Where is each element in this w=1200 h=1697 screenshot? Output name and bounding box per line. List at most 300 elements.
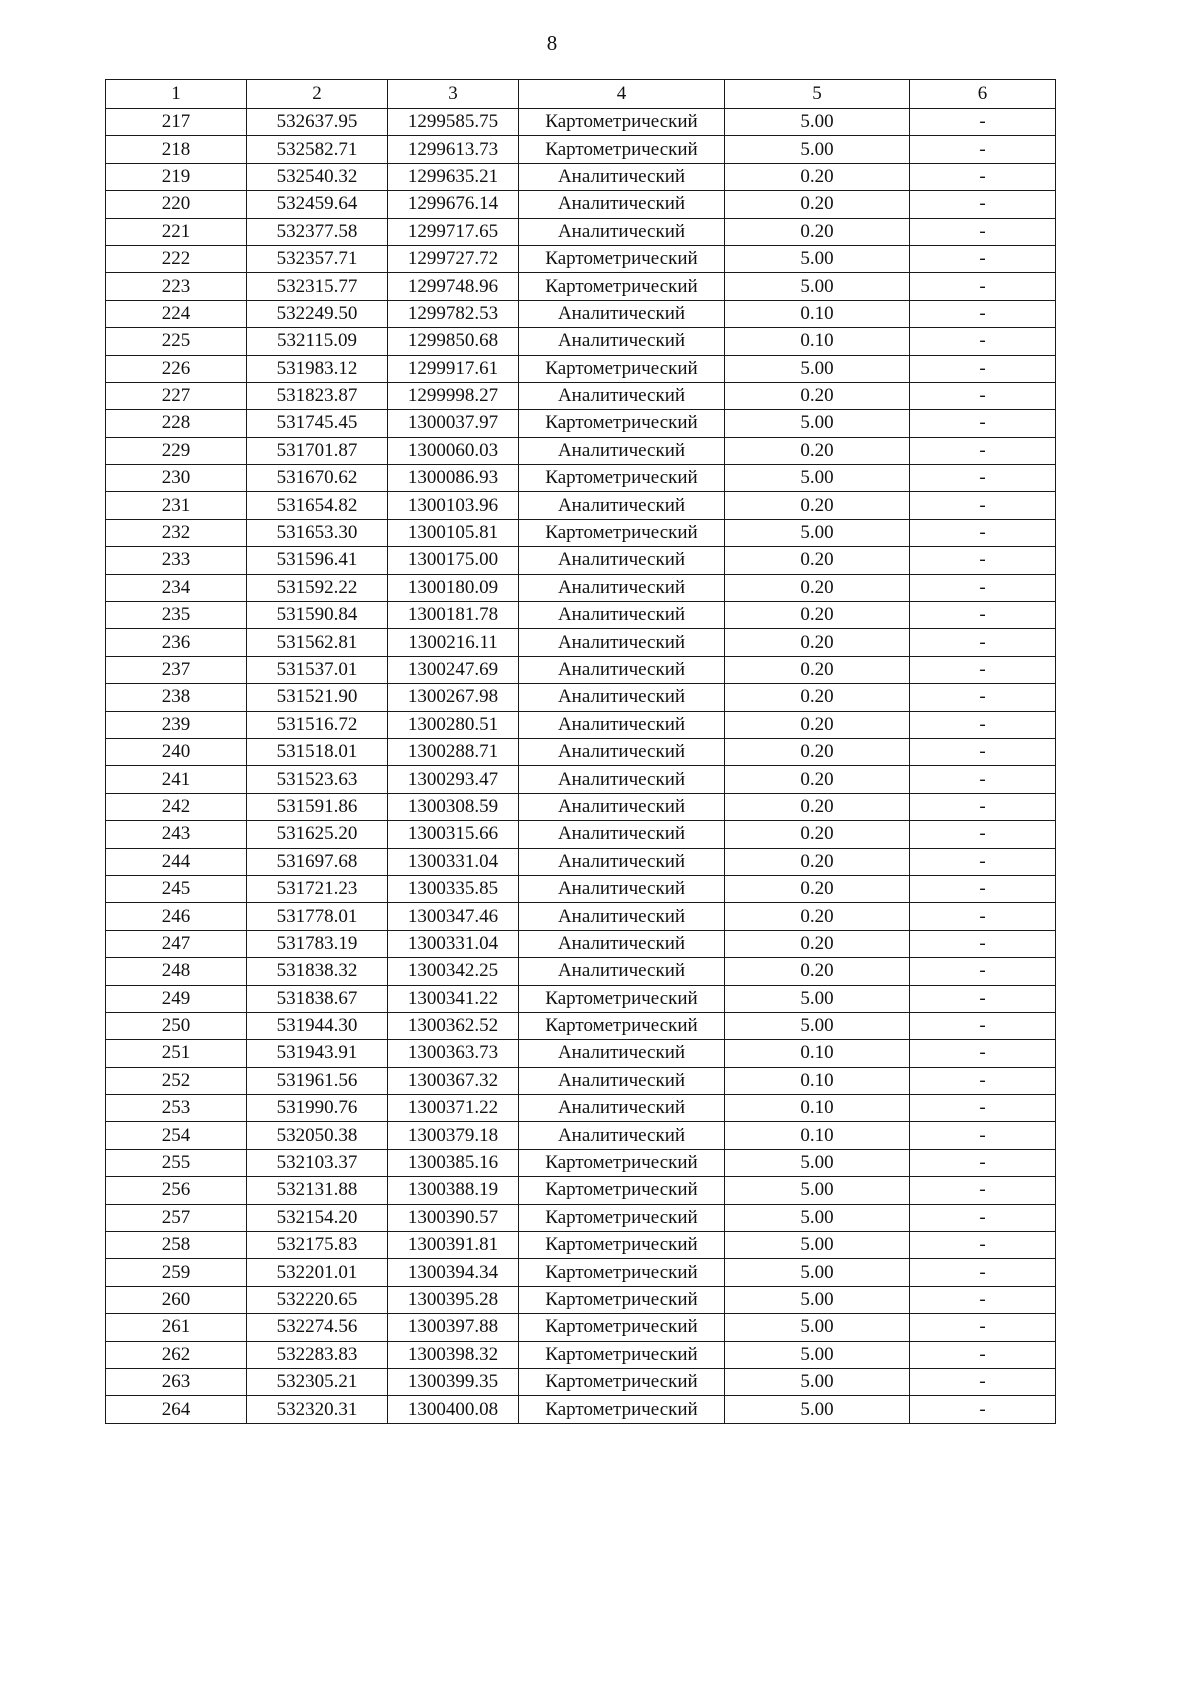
table-row — [106, 273, 1056, 300]
note-cell: - — [910, 1149, 1056, 1176]
point-number-cell: 239 — [106, 711, 247, 738]
y-coordinate-cell: 1300394.34 — [388, 1259, 519, 1286]
point-number-cell: 222 — [106, 245, 247, 272]
accuracy-cell: 5.00 — [725, 1149, 910, 1176]
table-row — [106, 355, 1056, 382]
table-row — [106, 1095, 1056, 1122]
method-cell: Аналитический — [519, 903, 725, 930]
method-cell: Аналитический — [519, 218, 725, 245]
table-row — [106, 245, 1056, 272]
y-coordinate-cell: 1300086.93 — [388, 465, 519, 492]
accuracy-cell: 0.20 — [725, 218, 910, 245]
note-cell: - — [910, 1012, 1056, 1039]
y-coordinate-cell: 1300308.59 — [388, 793, 519, 820]
point-number-cell: 252 — [106, 1067, 247, 1094]
table-row — [106, 410, 1056, 437]
point-number-cell: 257 — [106, 1204, 247, 1231]
method-cell: Аналитический — [519, 602, 725, 629]
note-cell: - — [910, 629, 1056, 656]
point-number-cell: 261 — [106, 1314, 247, 1341]
x-coordinate-cell: 531823.87 — [247, 382, 388, 409]
x-coordinate-cell: 532540.32 — [247, 163, 388, 190]
note-cell: - — [910, 492, 1056, 519]
note-cell: - — [910, 1314, 1056, 1341]
y-coordinate-cell: 1300037.97 — [388, 410, 519, 437]
accuracy-cell: 0.20 — [725, 738, 910, 765]
accuracy-cell: 0.20 — [725, 821, 910, 848]
method-cell: Картометрический — [519, 1396, 725, 1423]
column-header: 6 — [910, 80, 1056, 109]
point-number-cell: 218 — [106, 136, 247, 163]
x-coordinate-cell: 532131.88 — [247, 1177, 388, 1204]
note-cell: - — [910, 903, 1056, 930]
x-coordinate-cell: 531654.82 — [247, 492, 388, 519]
y-coordinate-cell: 1300341.22 — [388, 985, 519, 1012]
table-row — [106, 766, 1056, 793]
note-cell: - — [910, 163, 1056, 190]
method-cell: Аналитический — [519, 821, 725, 848]
x-coordinate-cell: 531670.62 — [247, 465, 388, 492]
method-cell: Картометрический — [519, 1259, 725, 1286]
table-row — [106, 1012, 1056, 1039]
method-cell: Картометрический — [519, 1368, 725, 1395]
accuracy-cell: 0.20 — [725, 684, 910, 711]
y-coordinate-cell: 1299782.53 — [388, 300, 519, 327]
accuracy-cell: 0.10 — [725, 300, 910, 327]
y-coordinate-cell: 1299850.68 — [388, 328, 519, 355]
note-cell: - — [910, 273, 1056, 300]
x-coordinate-cell: 531697.68 — [247, 848, 388, 875]
note-cell: - — [910, 1232, 1056, 1259]
note-cell: - — [910, 1067, 1056, 1094]
table-body — [106, 109, 1056, 1424]
method-cell: Аналитический — [519, 1067, 725, 1094]
note-cell: - — [910, 410, 1056, 437]
method-cell: Картометрический — [519, 1177, 725, 1204]
x-coordinate-cell: 531537.01 — [247, 656, 388, 683]
point-number-cell: 223 — [106, 273, 247, 300]
method-cell: Картометрический — [519, 519, 725, 546]
y-coordinate-cell: 1300293.47 — [388, 766, 519, 793]
method-cell: Картометрический — [519, 136, 725, 163]
x-coordinate-cell: 532050.38 — [247, 1122, 388, 1149]
point-number-cell: 230 — [106, 465, 247, 492]
point-number-cell: 235 — [106, 602, 247, 629]
accuracy-cell: 5.00 — [725, 1259, 910, 1286]
x-coordinate-cell: 532283.83 — [247, 1341, 388, 1368]
x-coordinate-cell: 531838.32 — [247, 958, 388, 985]
point-number-cell: 250 — [106, 1012, 247, 1039]
method-cell: Картометрический — [519, 1286, 725, 1313]
accuracy-cell: 0.20 — [725, 958, 910, 985]
y-coordinate-cell: 1299917.61 — [388, 355, 519, 382]
y-coordinate-cell: 1300395.28 — [388, 1286, 519, 1313]
column-header: 4 — [519, 80, 725, 109]
table-row — [106, 519, 1056, 546]
accuracy-cell: 5.00 — [725, 273, 910, 300]
table-row — [106, 821, 1056, 848]
method-cell: Картометрический — [519, 1204, 725, 1231]
point-number-cell: 255 — [106, 1149, 247, 1176]
point-number-cell: 259 — [106, 1259, 247, 1286]
note-cell: - — [910, 1368, 1056, 1395]
y-coordinate-cell: 1300247.69 — [388, 656, 519, 683]
accuracy-cell: 0.20 — [725, 930, 910, 957]
point-number-cell: 228 — [106, 410, 247, 437]
x-coordinate-cell: 531721.23 — [247, 875, 388, 902]
table-header-row — [106, 80, 1056, 109]
table-row — [106, 1177, 1056, 1204]
method-cell: Аналитический — [519, 1122, 725, 1149]
note-cell: - — [910, 109, 1056, 136]
accuracy-cell: 0.20 — [725, 382, 910, 409]
accuracy-cell: 5.00 — [725, 1314, 910, 1341]
accuracy-cell: 0.20 — [725, 848, 910, 875]
method-cell: Картометрический — [519, 1232, 725, 1259]
accuracy-cell: 5.00 — [725, 1396, 910, 1423]
column-header: 2 — [247, 80, 388, 109]
point-number-cell: 249 — [106, 985, 247, 1012]
y-coordinate-cell: 1300288.71 — [388, 738, 519, 765]
y-coordinate-cell: 1300379.18 — [388, 1122, 519, 1149]
accuracy-cell: 0.20 — [725, 437, 910, 464]
method-cell: Аналитический — [519, 656, 725, 683]
method-cell: Аналитический — [519, 958, 725, 985]
y-coordinate-cell: 1300362.52 — [388, 1012, 519, 1039]
table-row — [106, 958, 1056, 985]
note-cell: - — [910, 300, 1056, 327]
y-coordinate-cell: 1300180.09 — [388, 574, 519, 601]
point-number-cell: 254 — [106, 1122, 247, 1149]
x-coordinate-cell: 532175.83 — [247, 1232, 388, 1259]
point-number-cell: 260 — [106, 1286, 247, 1313]
accuracy-cell: 0.20 — [725, 191, 910, 218]
y-coordinate-cell: 1300391.81 — [388, 1232, 519, 1259]
accuracy-cell: 0.20 — [725, 547, 910, 574]
table-row — [106, 1204, 1056, 1231]
x-coordinate-cell: 531518.01 — [247, 738, 388, 765]
x-coordinate-cell: 531783.19 — [247, 930, 388, 957]
point-number-cell: 241 — [106, 766, 247, 793]
y-coordinate-cell: 1300397.88 — [388, 1314, 519, 1341]
y-coordinate-cell: 1300175.00 — [388, 547, 519, 574]
method-cell: Картометрический — [519, 1341, 725, 1368]
y-coordinate-cell: 1300280.51 — [388, 711, 519, 738]
point-number-cell: 258 — [106, 1232, 247, 1259]
y-coordinate-cell: 1299748.96 — [388, 273, 519, 300]
point-number-cell: 247 — [106, 930, 247, 957]
method-cell: Аналитический — [519, 163, 725, 190]
accuracy-cell: 5.00 — [725, 136, 910, 163]
table-row — [106, 738, 1056, 765]
table-row — [106, 1067, 1056, 1094]
accuracy-cell: 5.00 — [725, 1177, 910, 1204]
y-coordinate-cell: 1300335.85 — [388, 875, 519, 902]
note-cell: - — [910, 875, 1056, 902]
method-cell: Картометрический — [519, 1314, 725, 1341]
note-cell: - — [910, 1095, 1056, 1122]
note-cell: - — [910, 437, 1056, 464]
note-cell: - — [910, 136, 1056, 163]
y-coordinate-cell: 1300060.03 — [388, 437, 519, 464]
accuracy-cell: 0.20 — [725, 629, 910, 656]
note-cell: - — [910, 1040, 1056, 1067]
method-cell: Картометрический — [519, 465, 725, 492]
note-cell: - — [910, 328, 1056, 355]
y-coordinate-cell: 1300267.98 — [388, 684, 519, 711]
accuracy-cell: 5.00 — [725, 519, 910, 546]
note-cell: - — [910, 519, 1056, 546]
method-cell: Аналитический — [519, 711, 725, 738]
note-cell: - — [910, 355, 1056, 382]
method-cell: Аналитический — [519, 793, 725, 820]
accuracy-cell: 5.00 — [725, 1204, 910, 1231]
table-row — [106, 1396, 1056, 1423]
x-coordinate-cell: 531983.12 — [247, 355, 388, 382]
column-header: 1 — [106, 80, 247, 109]
table-row — [106, 793, 1056, 820]
x-coordinate-cell: 532582.71 — [247, 136, 388, 163]
y-coordinate-cell: 1299613.73 — [388, 136, 519, 163]
y-coordinate-cell: 1299585.75 — [388, 109, 519, 136]
point-number-cell: 237 — [106, 656, 247, 683]
method-cell: Картометрический — [519, 355, 725, 382]
accuracy-cell: 5.00 — [725, 1341, 910, 1368]
note-cell: - — [910, 547, 1056, 574]
note-cell: - — [910, 930, 1056, 957]
method-cell: Картометрический — [519, 245, 725, 272]
note-cell: - — [910, 245, 1056, 272]
note-cell: - — [910, 1204, 1056, 1231]
accuracy-cell: 0.10 — [725, 1067, 910, 1094]
x-coordinate-cell: 531592.22 — [247, 574, 388, 601]
y-coordinate-cell: 1300363.73 — [388, 1040, 519, 1067]
note-cell: - — [910, 1259, 1056, 1286]
accuracy-cell: 0.10 — [725, 1040, 910, 1067]
table-row — [106, 629, 1056, 656]
note-cell: - — [910, 382, 1056, 409]
accuracy-cell: 5.00 — [725, 355, 910, 382]
table-row — [106, 656, 1056, 683]
y-coordinate-cell: 1300342.25 — [388, 958, 519, 985]
note-cell: - — [910, 1341, 1056, 1368]
point-number-cell: 262 — [106, 1341, 247, 1368]
note-cell: - — [910, 191, 1056, 218]
x-coordinate-cell: 532377.58 — [247, 218, 388, 245]
y-coordinate-cell: 1299727.72 — [388, 245, 519, 272]
method-cell: Аналитический — [519, 1040, 725, 1067]
point-number-cell: 232 — [106, 519, 247, 546]
table-row — [106, 574, 1056, 601]
y-coordinate-cell: 1300385.16 — [388, 1149, 519, 1176]
y-coordinate-cell: 1300367.32 — [388, 1067, 519, 1094]
y-coordinate-cell: 1299717.65 — [388, 218, 519, 245]
note-cell: - — [910, 1177, 1056, 1204]
table-row — [106, 903, 1056, 930]
table-row — [106, 985, 1056, 1012]
accuracy-cell: 0.20 — [725, 711, 910, 738]
method-cell: Аналитический — [519, 300, 725, 327]
x-coordinate-cell: 531591.86 — [247, 793, 388, 820]
x-coordinate-cell: 531596.41 — [247, 547, 388, 574]
point-number-cell: 248 — [106, 958, 247, 985]
accuracy-cell: 0.20 — [725, 602, 910, 629]
y-coordinate-cell: 1300347.46 — [388, 903, 519, 930]
table-row — [106, 1286, 1056, 1313]
note-cell: - — [910, 602, 1056, 629]
note-cell: - — [910, 766, 1056, 793]
x-coordinate-cell: 531701.87 — [247, 437, 388, 464]
accuracy-cell: 0.10 — [725, 328, 910, 355]
note-cell: - — [910, 218, 1056, 245]
table-row — [106, 191, 1056, 218]
point-number-cell: 244 — [106, 848, 247, 875]
accuracy-cell: 0.20 — [725, 656, 910, 683]
note-cell: - — [910, 738, 1056, 765]
x-coordinate-cell: 532357.71 — [247, 245, 388, 272]
point-number-cell: 227 — [106, 382, 247, 409]
method-cell: Аналитический — [519, 328, 725, 355]
method-cell: Аналитический — [519, 848, 725, 875]
note-cell: - — [910, 848, 1056, 875]
x-coordinate-cell: 531838.67 — [247, 985, 388, 1012]
point-number-cell: 246 — [106, 903, 247, 930]
accuracy-cell: 5.00 — [725, 245, 910, 272]
point-number-cell: 217 — [106, 109, 247, 136]
point-number-cell: 240 — [106, 738, 247, 765]
table-row — [106, 684, 1056, 711]
method-cell: Аналитический — [519, 930, 725, 957]
y-coordinate-cell: 1300103.96 — [388, 492, 519, 519]
y-coordinate-cell: 1300331.04 — [388, 848, 519, 875]
table-row — [106, 437, 1056, 464]
accuracy-cell: 5.00 — [725, 1286, 910, 1313]
accuracy-cell: 5.00 — [725, 465, 910, 492]
method-cell: Картометрический — [519, 273, 725, 300]
method-cell: Картометрический — [519, 1149, 725, 1176]
method-cell: Аналитический — [519, 766, 725, 793]
method-cell: Картометрический — [519, 985, 725, 1012]
x-coordinate-cell: 532115.09 — [247, 328, 388, 355]
note-cell: - — [910, 574, 1056, 601]
note-cell: - — [910, 821, 1056, 848]
point-number-cell: 263 — [106, 1368, 247, 1395]
x-coordinate-cell: 531961.56 — [247, 1067, 388, 1094]
point-number-cell: 264 — [106, 1396, 247, 1423]
note-cell: - — [910, 1396, 1056, 1423]
point-number-cell: 220 — [106, 191, 247, 218]
y-coordinate-cell: 1300181.78 — [388, 602, 519, 629]
point-number-cell: 219 — [106, 163, 247, 190]
method-cell: Аналитический — [519, 738, 725, 765]
accuracy-cell: 0.10 — [725, 1095, 910, 1122]
x-coordinate-cell: 532315.77 — [247, 273, 388, 300]
table-row — [106, 300, 1056, 327]
method-cell: Аналитический — [519, 437, 725, 464]
point-number-cell: 231 — [106, 492, 247, 519]
note-cell: - — [910, 1122, 1056, 1149]
x-coordinate-cell: 532249.50 — [247, 300, 388, 327]
y-coordinate-cell: 1300315.66 — [388, 821, 519, 848]
y-coordinate-cell: 1300216.11 — [388, 629, 519, 656]
point-number-cell: 225 — [106, 328, 247, 355]
y-coordinate-cell: 1299635.21 — [388, 163, 519, 190]
table-row — [106, 328, 1056, 355]
note-cell: - — [910, 958, 1056, 985]
x-coordinate-cell: 532274.56 — [247, 1314, 388, 1341]
table-row — [106, 1040, 1056, 1067]
accuracy-cell: 0.10 — [725, 1122, 910, 1149]
point-number-cell: 245 — [106, 875, 247, 902]
x-coordinate-cell: 531521.90 — [247, 684, 388, 711]
x-coordinate-cell: 531778.01 — [247, 903, 388, 930]
table-row — [106, 163, 1056, 190]
point-number-cell: 229 — [106, 437, 247, 464]
x-coordinate-cell: 532305.21 — [247, 1368, 388, 1395]
x-coordinate-cell: 532201.01 — [247, 1259, 388, 1286]
accuracy-cell: 0.20 — [725, 875, 910, 902]
note-cell: - — [910, 684, 1056, 711]
point-number-cell: 234 — [106, 574, 247, 601]
accuracy-cell: 5.00 — [725, 985, 910, 1012]
table-row — [106, 492, 1056, 519]
table-row — [106, 930, 1056, 957]
y-coordinate-cell: 1300390.57 — [388, 1204, 519, 1231]
note-cell: - — [910, 656, 1056, 683]
point-number-cell: 251 — [106, 1040, 247, 1067]
y-coordinate-cell: 1300398.32 — [388, 1341, 519, 1368]
x-coordinate-cell: 531944.30 — [247, 1012, 388, 1039]
x-coordinate-cell: 532220.65 — [247, 1286, 388, 1313]
table-row — [106, 1232, 1056, 1259]
y-coordinate-cell: 1300331.04 — [388, 930, 519, 957]
table-row — [106, 1149, 1056, 1176]
method-cell: Аналитический — [519, 191, 725, 218]
point-number-cell: 256 — [106, 1177, 247, 1204]
table-row — [106, 1341, 1056, 1368]
page-number: 8 — [546, 31, 558, 55]
x-coordinate-cell: 531523.63 — [247, 766, 388, 793]
accuracy-cell: 0.20 — [725, 163, 910, 190]
method-cell: Картометрический — [519, 410, 725, 437]
accuracy-cell: 5.00 — [725, 1232, 910, 1259]
method-cell: Аналитический — [519, 547, 725, 574]
x-coordinate-cell: 532154.20 — [247, 1204, 388, 1231]
accuracy-cell: 0.20 — [725, 574, 910, 601]
method-cell: Аналитический — [519, 574, 725, 601]
point-number-cell: 243 — [106, 821, 247, 848]
x-coordinate-cell: 531745.45 — [247, 410, 388, 437]
point-number-cell: 233 — [106, 547, 247, 574]
point-number-cell: 242 — [106, 793, 247, 820]
coordinates-table — [105, 79, 1056, 1424]
note-cell: - — [910, 711, 1056, 738]
table-row — [106, 1314, 1056, 1341]
x-coordinate-cell: 531943.91 — [247, 1040, 388, 1067]
accuracy-cell: 0.20 — [725, 766, 910, 793]
accuracy-cell: 5.00 — [725, 1368, 910, 1395]
x-coordinate-cell: 531625.20 — [247, 821, 388, 848]
accuracy-cell: 0.20 — [725, 903, 910, 930]
table-row — [106, 382, 1056, 409]
x-coordinate-cell: 532637.95 — [247, 109, 388, 136]
point-number-cell: 224 — [106, 300, 247, 327]
y-coordinate-cell: 1300400.08 — [388, 1396, 519, 1423]
table-row — [106, 136, 1056, 163]
y-coordinate-cell: 1300388.19 — [388, 1177, 519, 1204]
table-row — [106, 1368, 1056, 1395]
table-row — [106, 547, 1056, 574]
